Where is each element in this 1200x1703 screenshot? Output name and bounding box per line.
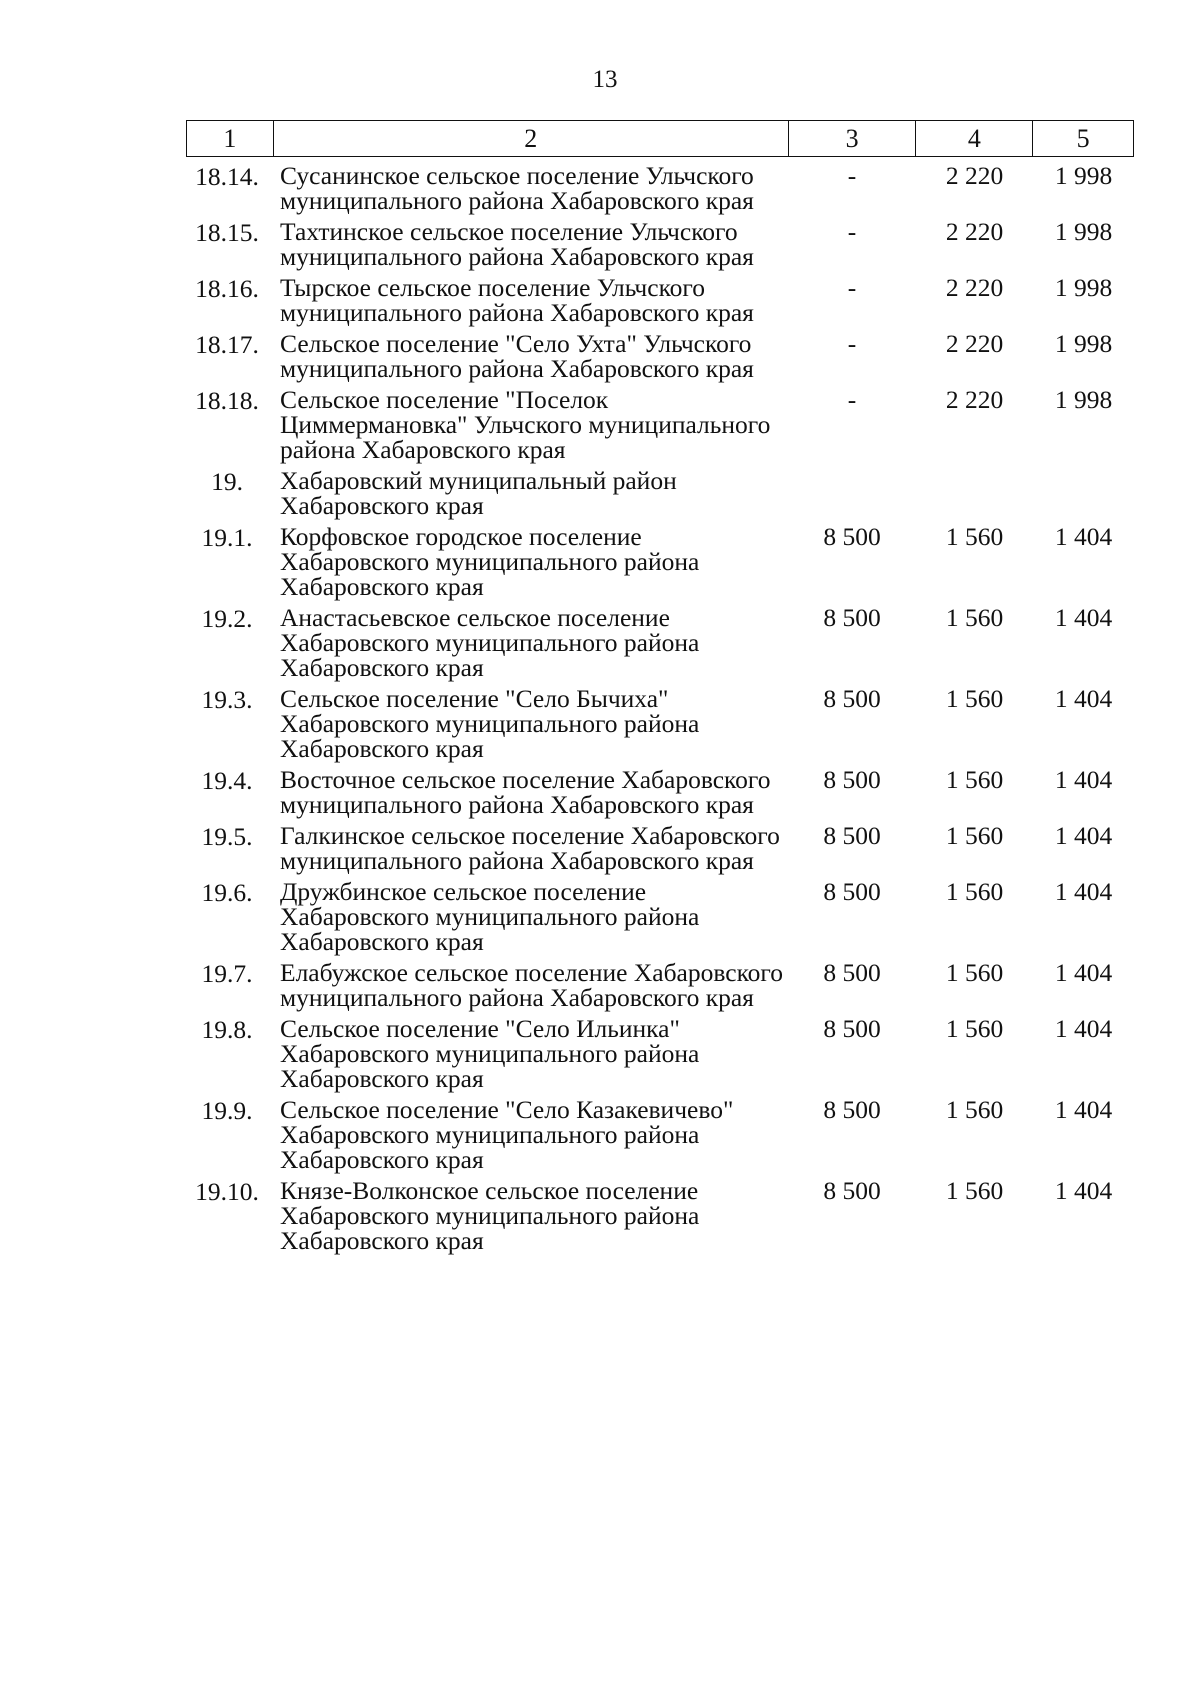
row-col-5: 1 404 [1054, 1014, 1113, 1043]
row-name [272, 1178, 788, 1253]
row-col-5: 1 404 [1054, 684, 1113, 713]
header-col-2: 2 [273, 121, 788, 156]
row-col-5: 1 404 [1054, 958, 1113, 987]
table-body [186, 163, 1134, 1253]
row-col-5: 1 998 [1054, 161, 1113, 190]
row-col-3: - [847, 217, 857, 246]
table-row [186, 524, 1134, 599]
row-name [272, 468, 788, 518]
row-number: 19. [211, 467, 243, 496]
row-number: 19.5. [201, 822, 253, 851]
row-col-4: 1 560 [945, 821, 1004, 850]
row-name [272, 275, 788, 325]
row-number: 19.1. [201, 523, 253, 552]
row-col-4: 1 560 [945, 958, 1004, 987]
row-name-text: Сельское поселение "Село Бычиха" Хабаровского муниципального района Хабаровского края [280, 684, 700, 763]
row-col-4: 2 220 [945, 385, 1004, 414]
row-col-5: 1 404 [1054, 1176, 1113, 1205]
row-col-4: 2 220 [945, 329, 1004, 358]
row-col-5 [1033, 468, 1134, 518]
row-name-text: Галкинское сельское поселение Хабаровского муниципального района Хабаровского края [280, 821, 780, 875]
row-col-4: 2 220 [945, 161, 1004, 190]
row-col-5: 1 404 [1054, 522, 1113, 551]
row-name-text: Сельское поселение "Село Ильинка" Хабаровского муниципального района Хабаровского края [280, 1014, 700, 1093]
row-col-4: 1 560 [945, 1014, 1004, 1043]
row-col-3: 8 500 [823, 603, 881, 632]
row-name-text: Хабаровский муниципальный район Хабаровского края [280, 466, 677, 520]
row-col-3 [788, 468, 916, 518]
table-row [186, 468, 1134, 518]
data-table [186, 120, 1134, 1259]
row-name-text: Дружбинское сельское поселение Хабаровского муниципального района Хабаровского края [280, 877, 700, 956]
row-col-3: 8 500 [823, 1176, 881, 1205]
row-col-5: 1 404 [1054, 1095, 1113, 1124]
table-row [186, 387, 1134, 462]
row-name [272, 163, 788, 213]
row-col-4: 1 560 [945, 684, 1004, 713]
row-number: 19.7. [201, 959, 253, 988]
row-number: 18.17. [195, 330, 259, 359]
table-row [186, 163, 1134, 213]
row-name [272, 524, 788, 599]
row-col-4: 1 560 [945, 522, 1004, 551]
row-name-text: Тахтинское сельское поселение Ульчского муниципального района Хабаровского края [280, 217, 754, 271]
row-col-4: 1 560 [945, 765, 1004, 794]
row-name [272, 823, 788, 873]
row-name-text: Елабужское сельское поселение Хабаровского муниципального района Хабаровского края [280, 958, 783, 1012]
row-name [272, 960, 788, 1010]
row-col-4: 1 560 [945, 1095, 1004, 1124]
table-row [186, 219, 1134, 269]
row-col-4: 1 560 [945, 1176, 1004, 1205]
row-col-3: 8 500 [823, 958, 881, 987]
row-number: 18.15. [195, 218, 259, 247]
row-name [272, 219, 788, 269]
row-number: 19.4. [201, 766, 253, 795]
row-col-5: 1 404 [1054, 877, 1113, 906]
table-row [186, 879, 1134, 954]
row-number: 19.6. [201, 878, 253, 907]
row-number: 19.3. [201, 685, 253, 714]
row-number: 18.18. [195, 386, 259, 415]
row-name-text: Сусанинское сельское поселение Ульчского муниципального района Хабаровского края [280, 161, 754, 215]
row-col-3: 8 500 [823, 684, 881, 713]
row-number: 19.2. [201, 604, 253, 633]
table-row [186, 331, 1134, 381]
row-col-4 [916, 468, 1033, 518]
row-number: 18.14. [195, 162, 259, 191]
row-name [272, 879, 788, 954]
row-col-3: 8 500 [823, 1095, 881, 1124]
row-name-text: Сельское поселение "Село Казакевичево" Хабаровского муниципального района Хабаровского края [280, 1095, 734, 1174]
row-col-5: 1 998 [1054, 329, 1113, 358]
row-name-text: Корфовское городское поселение Хабаровского муниципального района Хабаровского края [280, 522, 700, 601]
row-col-5: 1 998 [1054, 385, 1113, 414]
row-col-3: 8 500 [823, 765, 881, 794]
row-col-3: - [847, 385, 857, 414]
row-name [272, 605, 788, 680]
row-col-4: 2 220 [945, 273, 1004, 302]
table-row [186, 1178, 1134, 1253]
row-name-text: Князе-Волконское сельское поселение Хабаровского муниципального района Хабаровского края [280, 1176, 700, 1255]
table-row [186, 960, 1134, 1010]
table-header-row [186, 120, 1134, 157]
header-col-1: 1 [223, 123, 237, 153]
row-col-5: 1 998 [1054, 217, 1113, 246]
header-col-3: 3 [788, 121, 916, 156]
row-name-text: Восточное сельское поселение Хабаровского муниципального района Хабаровского края [280, 765, 771, 819]
table-row [186, 686, 1134, 761]
row-col-5: 1 404 [1054, 603, 1113, 632]
row-number: 19.9. [201, 1096, 253, 1125]
table-row [186, 1016, 1134, 1091]
row-name [272, 387, 788, 462]
row-col-5: 1 998 [1054, 273, 1113, 302]
table-row [186, 275, 1134, 325]
row-col-4: 1 560 [945, 877, 1004, 906]
row-col-3: 8 500 [823, 877, 881, 906]
row-number: 19.10. [195, 1177, 259, 1206]
row-name-text: Тырское сельское поселение Ульчского муниципального района Хабаровского края [280, 273, 754, 327]
row-col-3: 8 500 [823, 522, 881, 551]
table-row [186, 605, 1134, 680]
row-col-3: 8 500 [823, 821, 881, 850]
table-row [186, 767, 1134, 817]
row-col-4: 2 220 [945, 217, 1004, 246]
page-number: 13 [592, 66, 618, 93]
row-col-4: 1 560 [945, 603, 1004, 632]
table-row [186, 823, 1134, 873]
row-col-5: 1 404 [1054, 765, 1113, 794]
row-name-text: Анастасьевское сельское поселение Хабаровского муниципального района Хабаровского края [280, 603, 700, 682]
row-name [272, 767, 788, 817]
row-col-3: 8 500 [823, 1014, 881, 1043]
row-col-3: - [847, 329, 857, 358]
row-name [272, 1016, 788, 1091]
row-col-5: 1 404 [1054, 821, 1113, 850]
row-name [272, 686, 788, 761]
row-name [272, 331, 788, 381]
row-name-text: Сельское поселение "Поселок Циммермановка" Ульчского муниципального района Хабаровского края [280, 385, 771, 464]
row-number: 19.8. [201, 1015, 253, 1044]
header-col-5: 5 [1032, 121, 1133, 156]
row-col-3: - [847, 273, 857, 302]
row-name-text: Сельское поселение "Село Ухта" Ульчского муниципального района Хабаровского края [280, 329, 754, 383]
header-col-4: 4 [915, 121, 1032, 156]
row-name [272, 1097, 788, 1172]
row-number: 18.16. [195, 274, 259, 303]
row-col-3: - [847, 161, 857, 190]
table-row [186, 1097, 1134, 1172]
